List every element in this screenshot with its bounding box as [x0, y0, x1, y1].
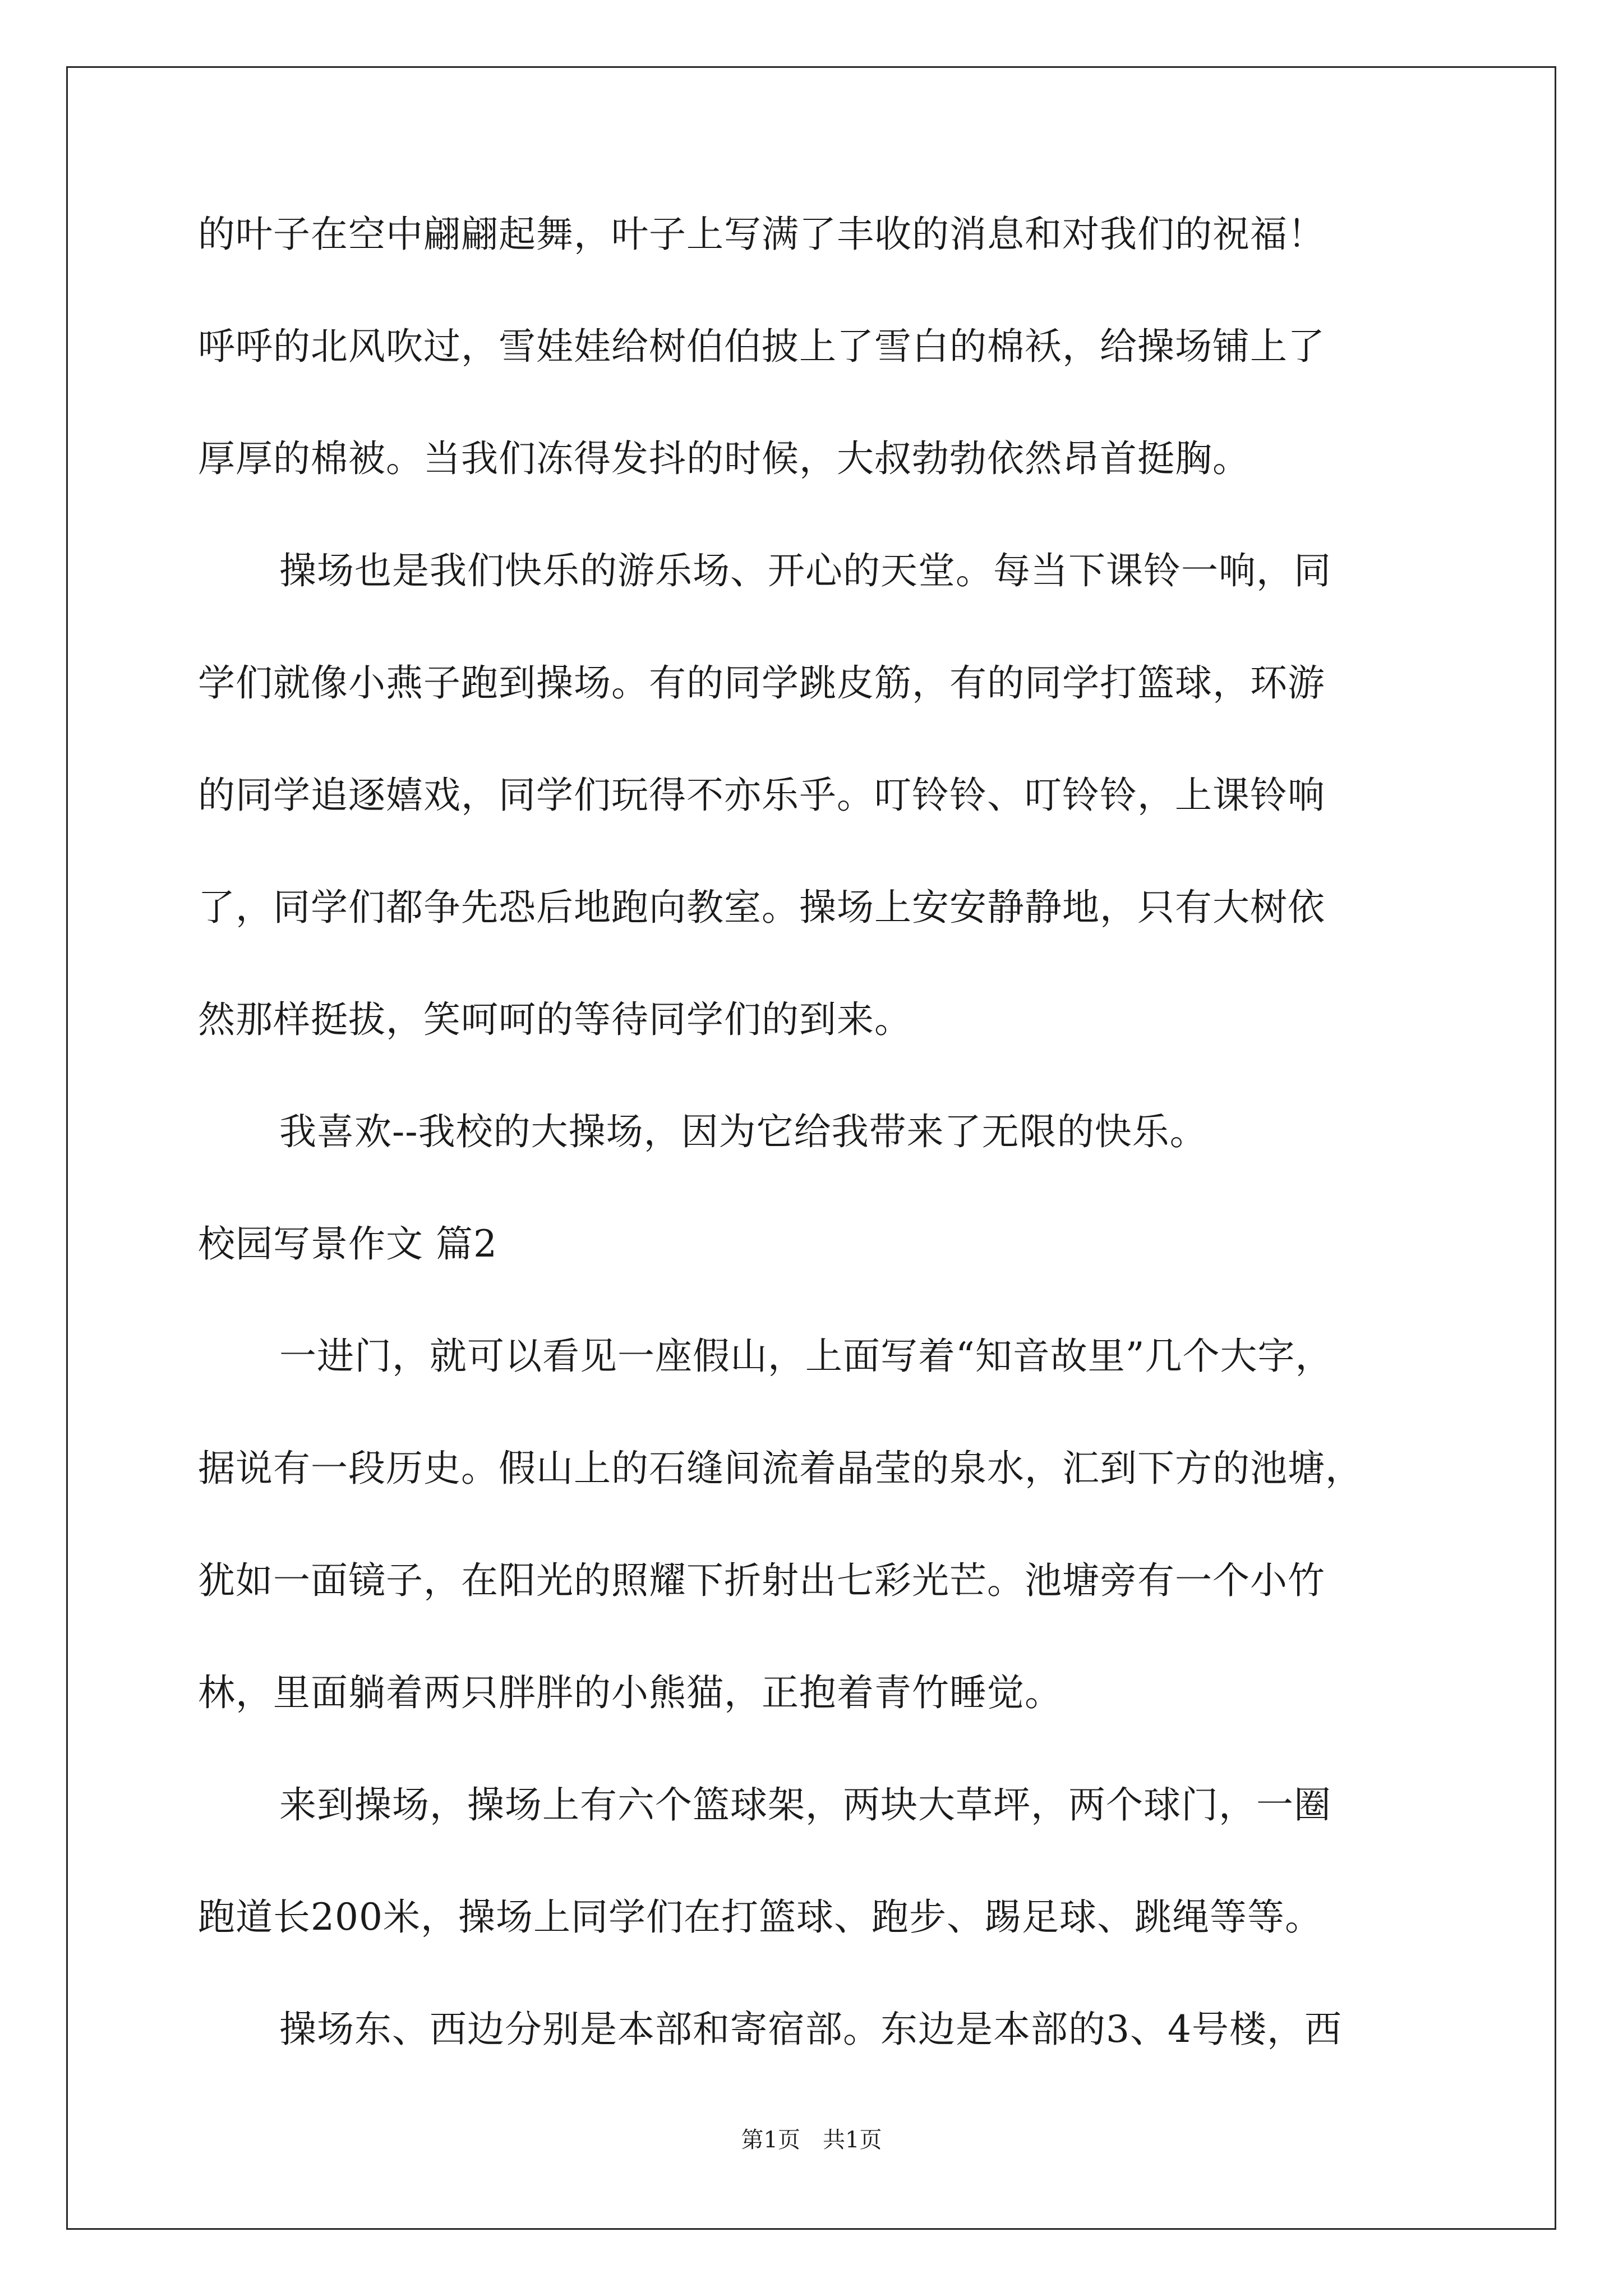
- paragraph-first-line: 我喜欢--我校的大操场，因为它给我带来了无限的快乐。: [279, 1110, 1207, 1153]
- text-line: 据说有一段历史。假山上的石缝间流着晶莹的泉水，汇到下方的池塘，: [198, 1447, 1363, 1490]
- text-line: 然那样挺拔，笑呵呵的等待同学们的到来。: [198, 998, 912, 1041]
- paragraph-first-line: 一进门，就可以看见一座假山，上面写着“知音故里”几个大字，: [279, 1335, 1333, 1378]
- paragraph-first-line: 来到操场，操场上有六个篮球架，两块大草坪，两个球门，一圈: [279, 1783, 1331, 1826]
- page-number: 第1页 共1页: [741, 2127, 882, 2153]
- paragraph-first-line: 操场也是我们快乐的游乐场、开心的天堂。每当下课铃一响，同: [279, 549, 1331, 592]
- text-line: 呼呼的北风吹过，雪娃娃给树伯伯披上了雪白的棉袄，给操场铺上了: [198, 325, 1325, 368]
- paragraph-first-line: 操场东、西边分别是本部和寄宿部。东边是本部的3、4号楼，西: [279, 2008, 1342, 2051]
- text-line: 跑道长200米，操场上同学们在打篮球、跑步、踢足球、跳绳等等。: [198, 1895, 1322, 1939]
- text-line: 厚厚的棉被。当我们冻得发抖的时候，大叔勃勃依然昂首挺胸。: [198, 437, 1250, 480]
- text-line: 林，里面躺着两只胖胖的小熊猫，正抱着青竹睡觉。: [198, 1671, 1062, 1714]
- text-line: 犹如一面镜子，在阳光的照耀下折射出七彩光芒。池塘旁有一个小竹: [198, 1559, 1325, 1602]
- section-heading: 校园写景作文 篇2: [198, 1222, 497, 1266]
- text-line: 学们就像小燕子跑到操场。有的同学跳皮筋，有的同学打篮球，环游: [198, 661, 1325, 705]
- text-line: 了，同学们都争先恐后地跑向教室。操场上安安静静地，只有大树依: [198, 886, 1325, 929]
- text-line: 的叶子在空中翩翩起舞，叶子上写满了丰收的消息和对我们的祝福！: [198, 213, 1325, 256]
- text-line: 的同学追逐嬉戏，同学们玩得不亦乐乎。叮铃铃、叮铃铃，上课铃响: [198, 774, 1325, 817]
